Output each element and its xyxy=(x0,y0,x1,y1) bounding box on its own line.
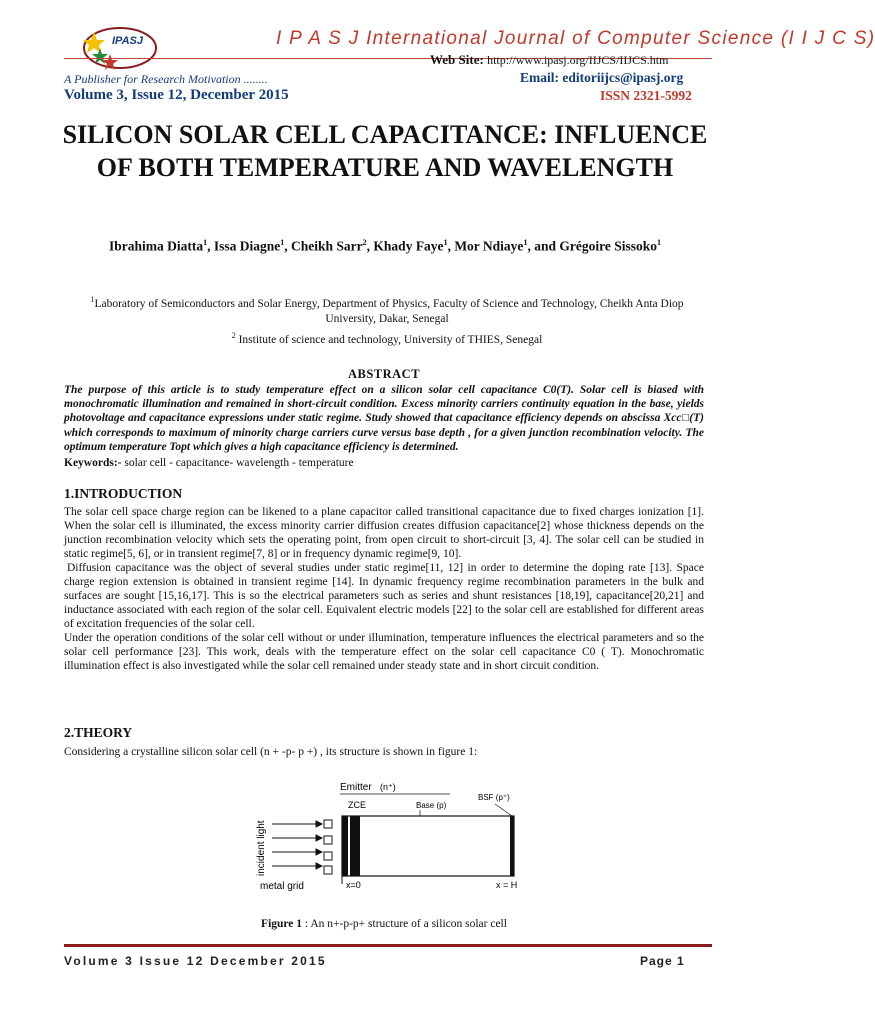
volume-line: Volume 3, Issue 12, December 2015 xyxy=(64,87,289,103)
issn: ISSN 2321-5992 xyxy=(600,88,692,103)
logo-text: IPASJ xyxy=(112,35,143,47)
figure-caption: Figure 1 : An n+-p-p+ structure of a silicon solar cell xyxy=(261,918,507,930)
bsf-layer xyxy=(510,816,514,876)
grid-finger xyxy=(324,820,332,828)
author-name: Grégoire Sissoko xyxy=(559,238,657,254)
label-zce: ZCE xyxy=(348,800,366,810)
label-incident-light: incident light xyxy=(256,820,267,876)
grid-finger xyxy=(324,836,332,844)
section-heading-theory: 2.THEORY xyxy=(64,725,133,740)
keywords xyxy=(64,457,704,469)
website-row xyxy=(430,52,668,68)
paragraph: Diffusion capacitance was the object of several studies under static regime[11, 12] in order to determine the doping rate [13]. Space charge region extension is obtained in transient regime [14]. In dynamic frequency regime recombination parameters in the bulk and surfaces are sought [15,16,17]. This is so the electrical parameters such as series and shunt resistances [18,19], capacitance[20,21] and inductance associated with each region of the solar cell. Equivalent electric models [22] to the solar cell are established for different areas of excitation frequencies of the solar cell. xyxy=(64,562,704,630)
keywords-list: solar cell - capacitance- wavelength - temperature xyxy=(124,457,354,469)
label-x0: x=0 xyxy=(346,880,361,890)
label-emitter-type: (n⁺) xyxy=(380,782,396,792)
affiliation-2: $^2$ Institute of science and technology, University of THIES, Senegal xyxy=(231,331,543,346)
label-metal-grid: metal grid xyxy=(260,881,304,892)
theory-paragraph: Considering a crystalline silicon solar cell (n + -p- p +) , its structure is shown in figure 1: xyxy=(64,746,478,758)
footer-rule xyxy=(64,944,712,947)
label-xh: x = H xyxy=(496,880,518,890)
website-label: Web Site: xyxy=(430,52,484,67)
zce-layer xyxy=(350,816,360,876)
footer-page-number: Page 1 xyxy=(640,954,685,968)
abstract-text: The purpose of this article is to study temperature effect on a silicon solar cell capacitance C0(T). Solar cell is biased with monochromatic illumination and remained in short-circuit condition. Excess minority carriers continuity equation in the base, yields photovoltage and capacitance expressions under static regime. Study showed that capacitance efficiency depends on abscissa Xcc□(T) which corresponds to maximum of minority charge carriers curve versus base depth , for a given junction recombination velocity. The optimum temperature Topt which gives a high capacitance efficiency is determined. xyxy=(64,384,704,453)
grid-finger xyxy=(324,852,332,860)
journal-title: I P A S J International Journal of Computer Science (I I J C S) xyxy=(276,28,875,49)
footer-volume: Volume 3 Issue 12 December 2015 xyxy=(64,954,327,968)
emitter-layer xyxy=(342,816,348,876)
label-bsf: BSF (p⁺) xyxy=(478,793,510,802)
introduction-body xyxy=(64,505,704,673)
author-name: Cheikh Sarr xyxy=(291,238,363,254)
email-link[interactable]: Email: editoriijcs@ipasj.org xyxy=(520,70,684,85)
keywords-label: Keywords:- xyxy=(64,457,122,469)
author-name: Khady Faye xyxy=(373,238,444,254)
paragraph: Under the operation conditions of the solar cell without or under illumination, temperature influences the electrical parameters and so the solar cell performance [23]. This work, deals with the temperature effect on the solar cell capacitance C0 ( T). Monochromatic illumination effect is also investigated while the solar cell remained under steady state and in short circuit condition. xyxy=(64,632,704,672)
publisher-tagline: A Publisher for Research Motivation ........ xyxy=(64,72,268,86)
cell-body xyxy=(342,816,514,876)
author-name: Mor Ndiaye xyxy=(454,238,524,254)
abstract-heading: ABSTRACT xyxy=(347,367,421,381)
label-base: Base (p) xyxy=(416,801,447,810)
affiliation-1: $^1$Laboratory of Semiconductors and Solar Energy, Department of Physics, Faculty of Science and Technology, Cheikh Anta Diop University, Dakar, Senegal xyxy=(90,295,684,325)
author-name: Ibrahima Diatta xyxy=(109,238,204,254)
author-name: Issa Diagne xyxy=(213,238,281,254)
label-emitter: Emitter xyxy=(340,782,372,793)
paper-title: SILICON SOLAR CELL CAPACITANCE: INFLUENCE OF BOTH TEMPERATURE AND WAVELENGTH xyxy=(62,120,708,182)
website-link[interactable]: http://www.ipasj.org/IIJCS/IIJCS.htm xyxy=(487,53,669,67)
section-heading-introduction: 1.INTRODUCTION xyxy=(64,486,183,501)
grid-finger xyxy=(324,866,332,874)
author-list: Ibrahima Diatta$^1$, Issa Diagne$^1$, Cheikh Sarr$^2$, Khady Faye$^1$, Mor Ndiaye$^1$, and Grégoire Sissoko$^1$ xyxy=(109,238,661,254)
solar-cell-structure-figure xyxy=(250,780,540,892)
ipasj-logo xyxy=(80,22,164,76)
paragraph: The solar cell space charge region can be likened to a plane capacitor called transitional capacitance due to fixed charges ionization [1]. When the solar cell is illuminated, the excess minority carrier diffusion creates diffusion capacitance[2] whose thickness depends on the junction recombination velocity which sets the operating point, from open circuit to short-circuit [3, 4]. The solar cell can be studied in static regime[5, 6], or in transient regime[7, 8] or in frequency dynamic regime[9, 10]. xyxy=(64,506,704,560)
